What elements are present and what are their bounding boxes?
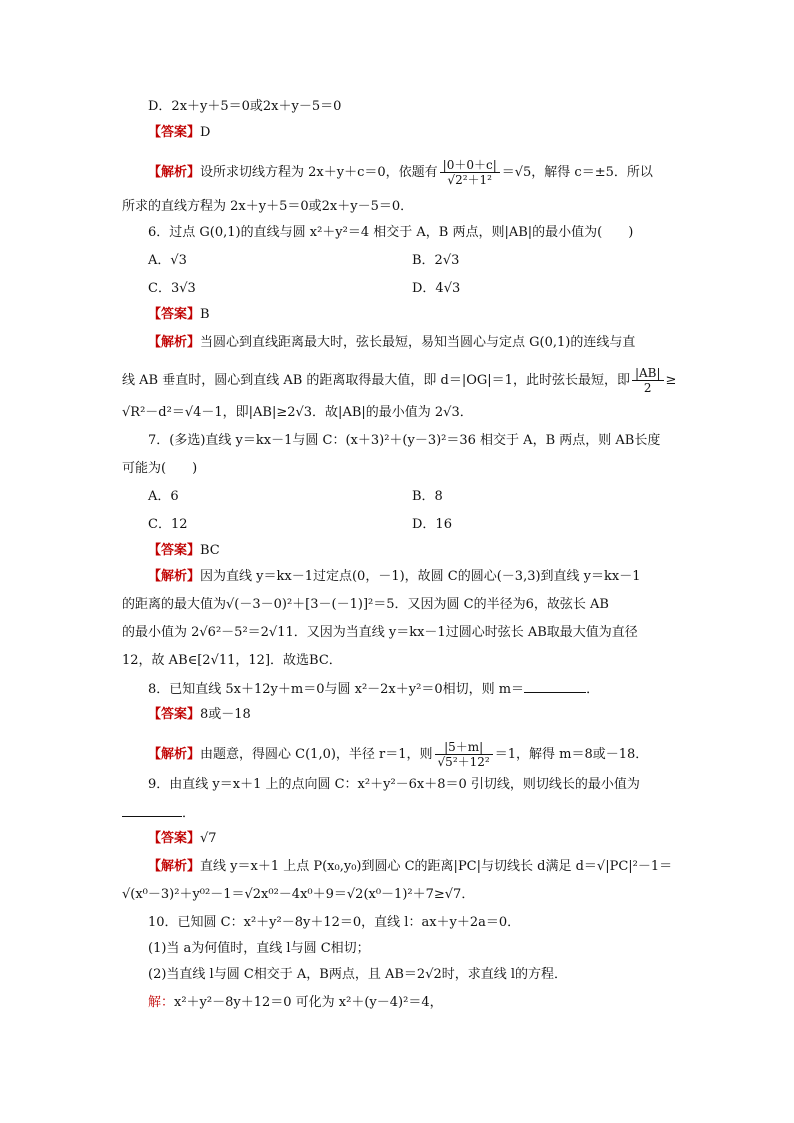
analysis-text: 由题意，得圆心 C(1,0)，半径 r＝1，则 (200, 747, 433, 762)
q6-option-a: A．√3 (148, 253, 187, 268)
fraction (440, 158, 500, 187)
q5-option-d: D．2x＋y＋5＝0或2x＋y－5＝0 (148, 99, 342, 114)
answer-value: √7 (200, 831, 217, 846)
analysis-tag: 【解析】 (148, 335, 201, 350)
q8-answer (148, 706, 251, 724)
solution-tag: 解： (148, 995, 175, 1010)
fill-blank (122, 804, 182, 817)
q6-answer (148, 306, 210, 324)
q6-analysis-line-1 (148, 334, 635, 352)
question-text: 8．已知直线 5x＋12y＋m＝0与圆 x²－2x＋y²＝0相切，则 m＝ (148, 682, 525, 697)
q7-analysis-line-1 (148, 568, 641, 586)
fraction-numerator: |AB| (632, 366, 664, 381)
q9-analysis-line-1 (148, 858, 672, 876)
fraction-denominator: √2²＋1² (447, 173, 492, 187)
answer-value: 8或－18 (200, 707, 251, 722)
fraction (632, 366, 664, 395)
analysis-text: ＝1，解得 m＝8或－18． (494, 747, 649, 762)
question-text: ． (586, 682, 600, 697)
q10-part-2: (2)当直线 l与圆 C相交于 A，B两点，且 AB＝2√2时，求直线 l的方程． (148, 967, 568, 982)
answer-value: B (200, 307, 210, 322)
q7-option-c: C．12 (148, 517, 188, 532)
q8-stem (148, 680, 599, 699)
analysis-text: 直线 y＝x＋1 上点 P(x₀,y₀)到圆心 C的距离|PC|与切线长 d满足 d＝√|PC|²－1＝ (200, 859, 673, 874)
q7-analysis-line-3: 的最小值为 2√6²－5²＝2√11．又因为当直线 y＝kx－1过圆心时弦长 AB取最大值为直径 (122, 625, 638, 640)
q7-analysis-line-2: 的距离的最大值为√(－3－0)²＋[3－(－1)]²＝5．又因为圆 C的半径为6，故弦长 AB (122, 597, 609, 612)
q6-option-d: D．4√3 (412, 281, 461, 296)
fraction-numerator: |5＋m| (435, 740, 493, 755)
analysis-tag: 【解析】 (148, 569, 201, 584)
analysis-text: 线 AB 垂直时，圆心到直线 AB 的距离取得最大值，即 d＝|OG|＝1，此时弦长最短，即 (122, 373, 630, 388)
fraction (435, 740, 493, 769)
q6-stem: 6．过点 G(0,1)的直线与圆 x²＋y²＝4 相交于 A，B 两点，则|AB|的最小值为( ) (148, 225, 634, 240)
solution-text: x²＋y²－8y＋12＝0 可化为 x²＋(y－4)²＝4， (174, 995, 443, 1010)
q7-stem-line-1: 7．(多选)直线 y＝kx－1与圆 C：(x＋3)²＋(y－3)²＝36 相交于 A，B 两点，则 AB长度 (148, 433, 661, 448)
q9-stem-line-2 (122, 804, 195, 823)
q9-stem-line-1: 9．由直线 y＝x＋1 上的点向圆 C：x²＋y²－6x＋8＝0 引切线，则切线长的最小值为 (148, 777, 640, 792)
q6-option-b: B．2√3 (412, 253, 460, 268)
fraction-denominator: √5²＋12² (437, 755, 490, 769)
fraction-denominator: 2 (643, 381, 652, 395)
q10-stem: 10．已知圆 C：x²＋y²－8y＋12＝0，直线 l：ax＋y＋2a＝0． (148, 915, 521, 930)
answer-value: D (200, 125, 211, 140)
q6-option-c: C．3√3 (148, 281, 196, 296)
analysis-text: 当圆心到直线距离最大时，弦长最短，易知当圆心与定点 G(0,1)的连线与直 (200, 335, 636, 350)
q5-answer (148, 124, 210, 142)
q5-analysis-line-2: 所求的直线方程为 2x＋y＋5＝0或2x＋y－5＝0． (122, 199, 414, 214)
analysis-tag: 【解析】 (148, 859, 201, 874)
answer-tag: 【答案】 (148, 125, 201, 140)
answer-tag: 【答案】 (148, 543, 201, 558)
question-text: ． (182, 806, 196, 821)
answer-tag: 【答案】 (148, 307, 201, 322)
analysis-text: 设所求切线方程为 2x＋y＋c＝0，依题有 (200, 165, 438, 180)
fill-blank (524, 680, 586, 693)
q7-analysis-line-4: 12，故 AB∈[2√11，12]．故选BC． (122, 653, 342, 668)
analysis-text: ≥ (665, 373, 677, 388)
q9-analysis-line-2: √(x⁰－3)²＋y⁰²－1＝√2x⁰²－4x⁰＋9＝√2(x⁰－1)²＋7≥√7． (122, 887, 475, 902)
q6-analysis-line-3: √R²－d²＝√4－1，即|AB|≥2√3．故|AB|的最小值为 2√3． (122, 405, 473, 420)
analysis-text: ＝√5，解得 c＝±5．所以 (501, 165, 653, 180)
analysis-text: 因为直线 y＝kx－1过定点(0，－1)，故圆 C的圆心(－3,3)到直线 y＝kx－1 (200, 569, 641, 584)
q10-solution (148, 994, 443, 1012)
answer-tag: 【答案】 (148, 707, 201, 722)
q7-stem-line-2: 可能为( ) (122, 461, 198, 476)
q7-answer (148, 542, 220, 560)
q8-analysis (148, 740, 648, 769)
q7-option-b: B．8 (412, 489, 443, 504)
q6-analysis-line-2 (122, 366, 676, 395)
answer-tag: 【答案】 (148, 831, 201, 846)
analysis-tag: 【解析】 (148, 165, 201, 180)
answer-value: BC (200, 543, 220, 558)
fraction-numerator: |0＋0＋c| (440, 158, 500, 173)
analysis-tag: 【解析】 (148, 747, 201, 762)
q7-option-a: A．6 (148, 489, 179, 504)
q5-analysis-line-1 (148, 158, 653, 187)
q7-option-d: D．16 (412, 517, 452, 532)
q10-part-1: (1)当 a为何值时，直线 l与圆 C相切； (148, 941, 370, 956)
q9-answer (148, 830, 217, 848)
